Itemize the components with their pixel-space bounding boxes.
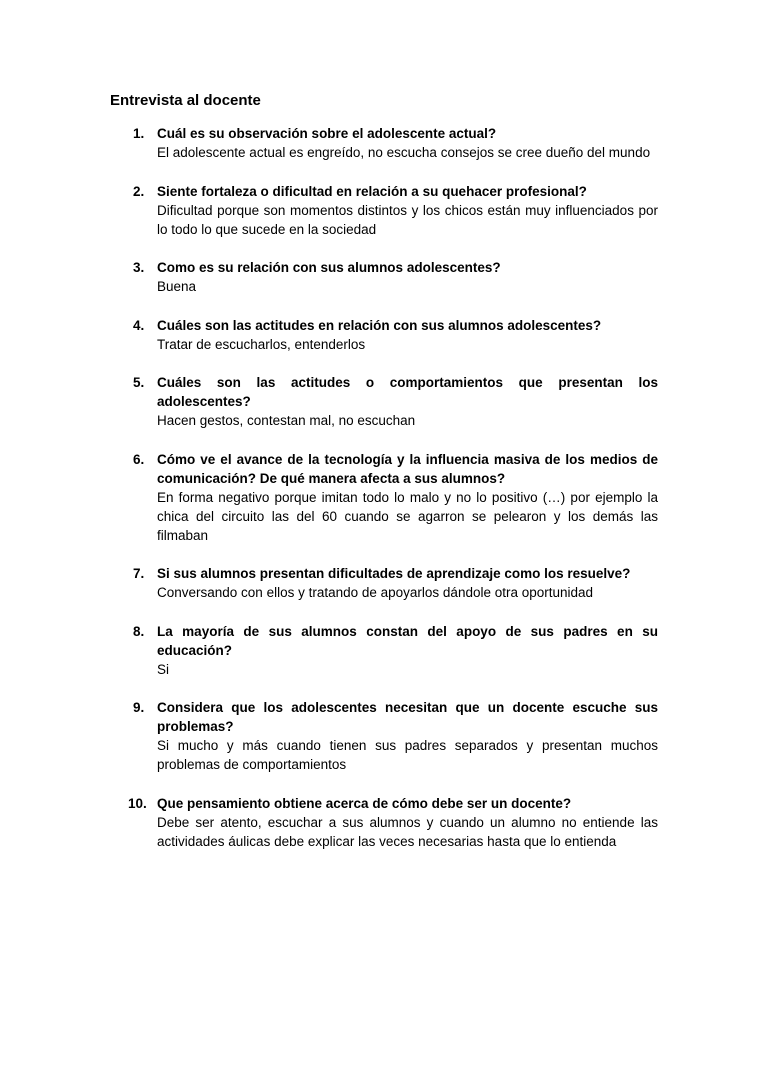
- answer-text: Si: [157, 661, 170, 677]
- item-number: 5.: [133, 375, 145, 390]
- list-item: [110, 622, 658, 679]
- question-text: Siente fortaleza o dificultad en relación a su quehacer profesional?: [157, 183, 587, 199]
- item-number: 2.: [133, 183, 145, 199]
- item-number: 9.: [133, 700, 145, 715]
- list-item: [110, 564, 658, 602]
- question-text: Considera que los adolescentes necesitan que un docente escuche sus problemas?: [157, 700, 658, 734]
- document-title: Entrevista al docente: [110, 92, 261, 109]
- list-item: [110, 373, 658, 430]
- question-text: Como es su relación con sus alumnos adolescentes?: [157, 260, 501, 275]
- answer-text: En forma negativo porque imitan todo lo malo y no lo positivo (…) por ejemplo la chica del circuito las del 60 cuando se agarron se pelearon y los demás las filmaban: [157, 489, 658, 543]
- answer-text: Si mucho y más cuando tienen sus padres separados y presentan muchos problemas de comportamientos: [157, 738, 658, 772]
- question-text: Cuáles son las actitudes o comportamientos que presentan los adolescentes?: [157, 375, 658, 409]
- list-item: [110, 182, 658, 239]
- question-text: Cuál es su observación sobre el adolescente actual?: [157, 126, 497, 141]
- item-number: 10.: [128, 795, 147, 811]
- list-item: [110, 258, 658, 296]
- item-number: 3.: [133, 260, 145, 275]
- answer-text: Hacen gestos, contestan mal, no escuchan: [157, 413, 416, 428]
- question-text: La mayoría de sus alumnos constan del apoyo de sus padres en su educación?: [157, 623, 658, 658]
- question-text: Cuáles son las actitudes en relación con sus alumnos adolescentes?: [157, 317, 602, 333]
- list-item: [110, 450, 658, 545]
- list-item: [110, 124, 658, 162]
- answer-text: Dificultad porque son momentos distintos y los chicos están muy influenciados por lo todo lo que sucede en la sociedad: [157, 202, 658, 237]
- answer-text: Conversando con ellos y tratando de apoyarlos dándole otra oportunidad: [157, 585, 594, 600]
- list-item: [110, 794, 658, 851]
- item-number: 8.: [133, 623, 145, 639]
- item-number: 7.: [133, 566, 145, 581]
- item-number: 4.: [133, 317, 145, 333]
- item-number: 1.: [133, 126, 145, 141]
- answer-text: Debe ser atento, escuchar a sus alumnos y cuando un alumno no entiende las actividades áulicas debe explicar las veces necesarias hasta que lo entienda: [157, 814, 658, 849]
- list-item: [110, 698, 658, 774]
- answer-text: Buena: [157, 279, 197, 294]
- question-text: Cómo ve el avance de la tecnología y la influencia masiva de los medios de comunicación? De qué manera afecta a sus alumnos?: [157, 451, 658, 486]
- list-item: [110, 316, 658, 354]
- item-number: 6.: [133, 451, 145, 467]
- answer-text: El adolescente actual es engreído, no escucha consejos se cree dueño del mundo: [157, 145, 651, 160]
- question-text: Que pensamiento obtiene acerca de cómo debe ser un docente?: [157, 795, 572, 811]
- answer-text: Tratar de escucharlos, entenderlos: [157, 336, 366, 352]
- interview-list: [110, 124, 658, 870]
- question-text: Si sus alumnos presentan dificultades de aprendizaje como los resuelve?: [157, 566, 631, 581]
